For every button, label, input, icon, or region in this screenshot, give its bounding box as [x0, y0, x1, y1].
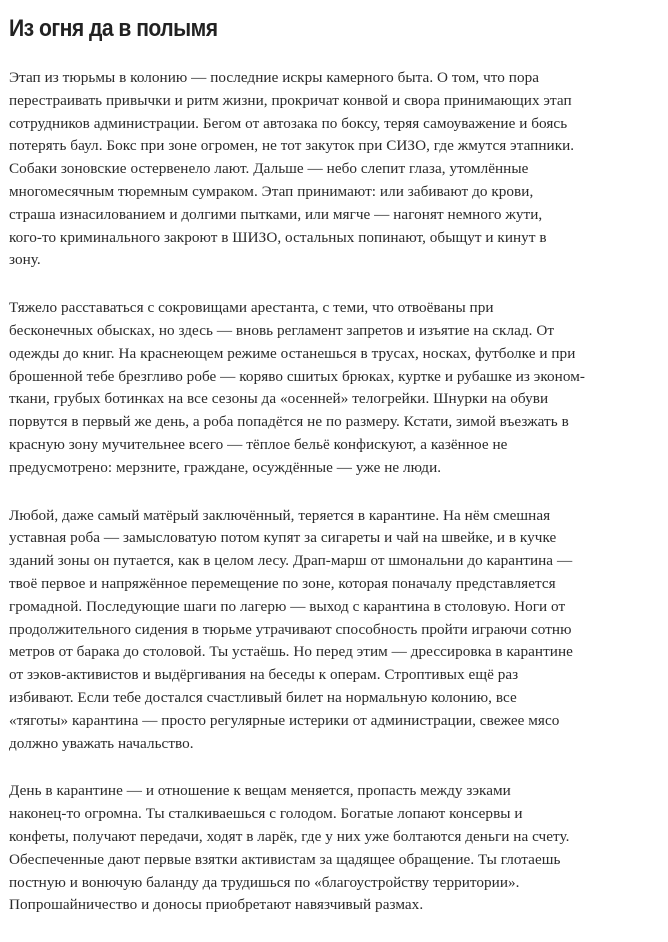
- paragraph-4: [9, 780, 649, 917]
- text-line: перестраивать привычки и ритм жизни, прокричат конвой и свора принимающих этап: [9, 91, 572, 109]
- text-line: уставная роба — замысловатую потом купят за сигареты и чай на швейке, и в кучке: [9, 529, 557, 547]
- text-line: Любой, даже самый матёрый заключённый, теряется в карантине. На нём смешная: [9, 506, 551, 524]
- text-line: конфеты, получают передачи, ходят в ларёк, где у них уже болтаются деньги на счету.: [9, 827, 570, 845]
- text-line: Тяжело расставаться с сокровищами арестанта, с теми, что отвоёваны при: [9, 299, 494, 317]
- text-line: от зэков-активистов и выдёргивания на беседы к операм. Строптивых ещё раз: [9, 666, 519, 684]
- text-line: постную и вонючую баланду да трудишься по «благоустройству территории».: [9, 873, 520, 891]
- text-line: сотрудников администрации. Бегом от автозака по боксу, теряя самоуважение и боясь: [9, 114, 568, 132]
- text-line: «тяготы» карантина — просто регулярные истерики от администрации, свежее мясо: [9, 711, 560, 729]
- text-line: брошенной тебе брезгливо робе — коряво сшитых брюках, куртке и рубашке из эконом-: [9, 367, 585, 385]
- text-line: метров от барака до столовой. Ты устаёшь. Но перед этим — дрессировка в карантине: [9, 643, 573, 661]
- text-line: потерять баул. Бокс при зоне огромен, не тот закуток при СИЗО, где жмутся этапники.: [9, 137, 575, 155]
- text-line: одежды до книг. На краснеющем режиме останешься в трусах, носках, футболке и при: [9, 344, 576, 362]
- text-line: Попрошайничество и доносы приобретают навязчивый размах.: [9, 896, 424, 914]
- text-line: избивают. Если тебе достался счастливый билет на нормальную колонию, все: [9, 688, 517, 706]
- paragraph-2: [9, 297, 649, 479]
- text-line: громадной. Последующие шаги по лагерю — выход с карантина в столовую. Ноги от: [9, 597, 566, 615]
- article-body: [9, 67, 649, 942]
- text-line: предусмотрено: мерзните, граждане, осуждённые — уже не люди.: [9, 458, 442, 476]
- paragraph-3: [9, 505, 649, 756]
- text-line: порвутся в первый же день, а роба попадётся не по размеру. Кстати, зимой въезжать в: [9, 413, 569, 431]
- text-line: Обеспеченные дают первые взятки активистам за щадящее обращение. Ты глотаешь: [9, 850, 561, 868]
- text-line: ткани, грубых ботинках на все сезоны да «осенней» телогрейки. Шнурки на обуви: [9, 390, 549, 408]
- text-line: кого-то криминального закроют в ШИЗО, остальных попинают, обыщут и кинут в: [9, 228, 547, 246]
- text-line: зданий зоны он путается, как в целом лесу. Драп-марш от шмональни до карантина —: [9, 552, 573, 570]
- article-title: Из огня да в полымя: [9, 15, 218, 42]
- text-line: многомесячным тюремным сумраком. Этап принимают: или забивают до крови,: [9, 182, 534, 200]
- text-line: Этап из тюрьмы в колонию — последние искры камерного быта. О том, что пора: [9, 69, 540, 86]
- text-line: продолжительного сидения в тюрьме утрачивают способность пройти играючи сотню: [9, 620, 572, 638]
- text-line: День в карантине — и отношение к вещам меняется, пропасть между зэками: [9, 782, 511, 800]
- text-line: наконец-то огромна. Ты сталкиваешься с голодом. Богатые лопают консервы и: [9, 805, 523, 823]
- text-line: твоё первое и напряжённое перемещение по зоне, которая поначалу представляется: [9, 574, 556, 592]
- text-line: должно уважать начальство.: [9, 734, 194, 752]
- paragraph-1: [9, 67, 649, 272]
- text-line: красную зону мучительнее всего — тёплое бельё конфискуют, а казённое не: [9, 435, 508, 453]
- text-line: зону.: [9, 251, 41, 269]
- text-line: бесконечных обысках, но здесь — вновь регламент запретов и изъятие на склад. От: [9, 321, 555, 339]
- text-line: страша изнасилованием и долгими пытками, или мягче — нагонят немного жути,: [9, 205, 543, 223]
- text-line: Собаки зоновские остервенело лают. Дальше — небо слепит глаза, утомлённые: [9, 160, 529, 178]
